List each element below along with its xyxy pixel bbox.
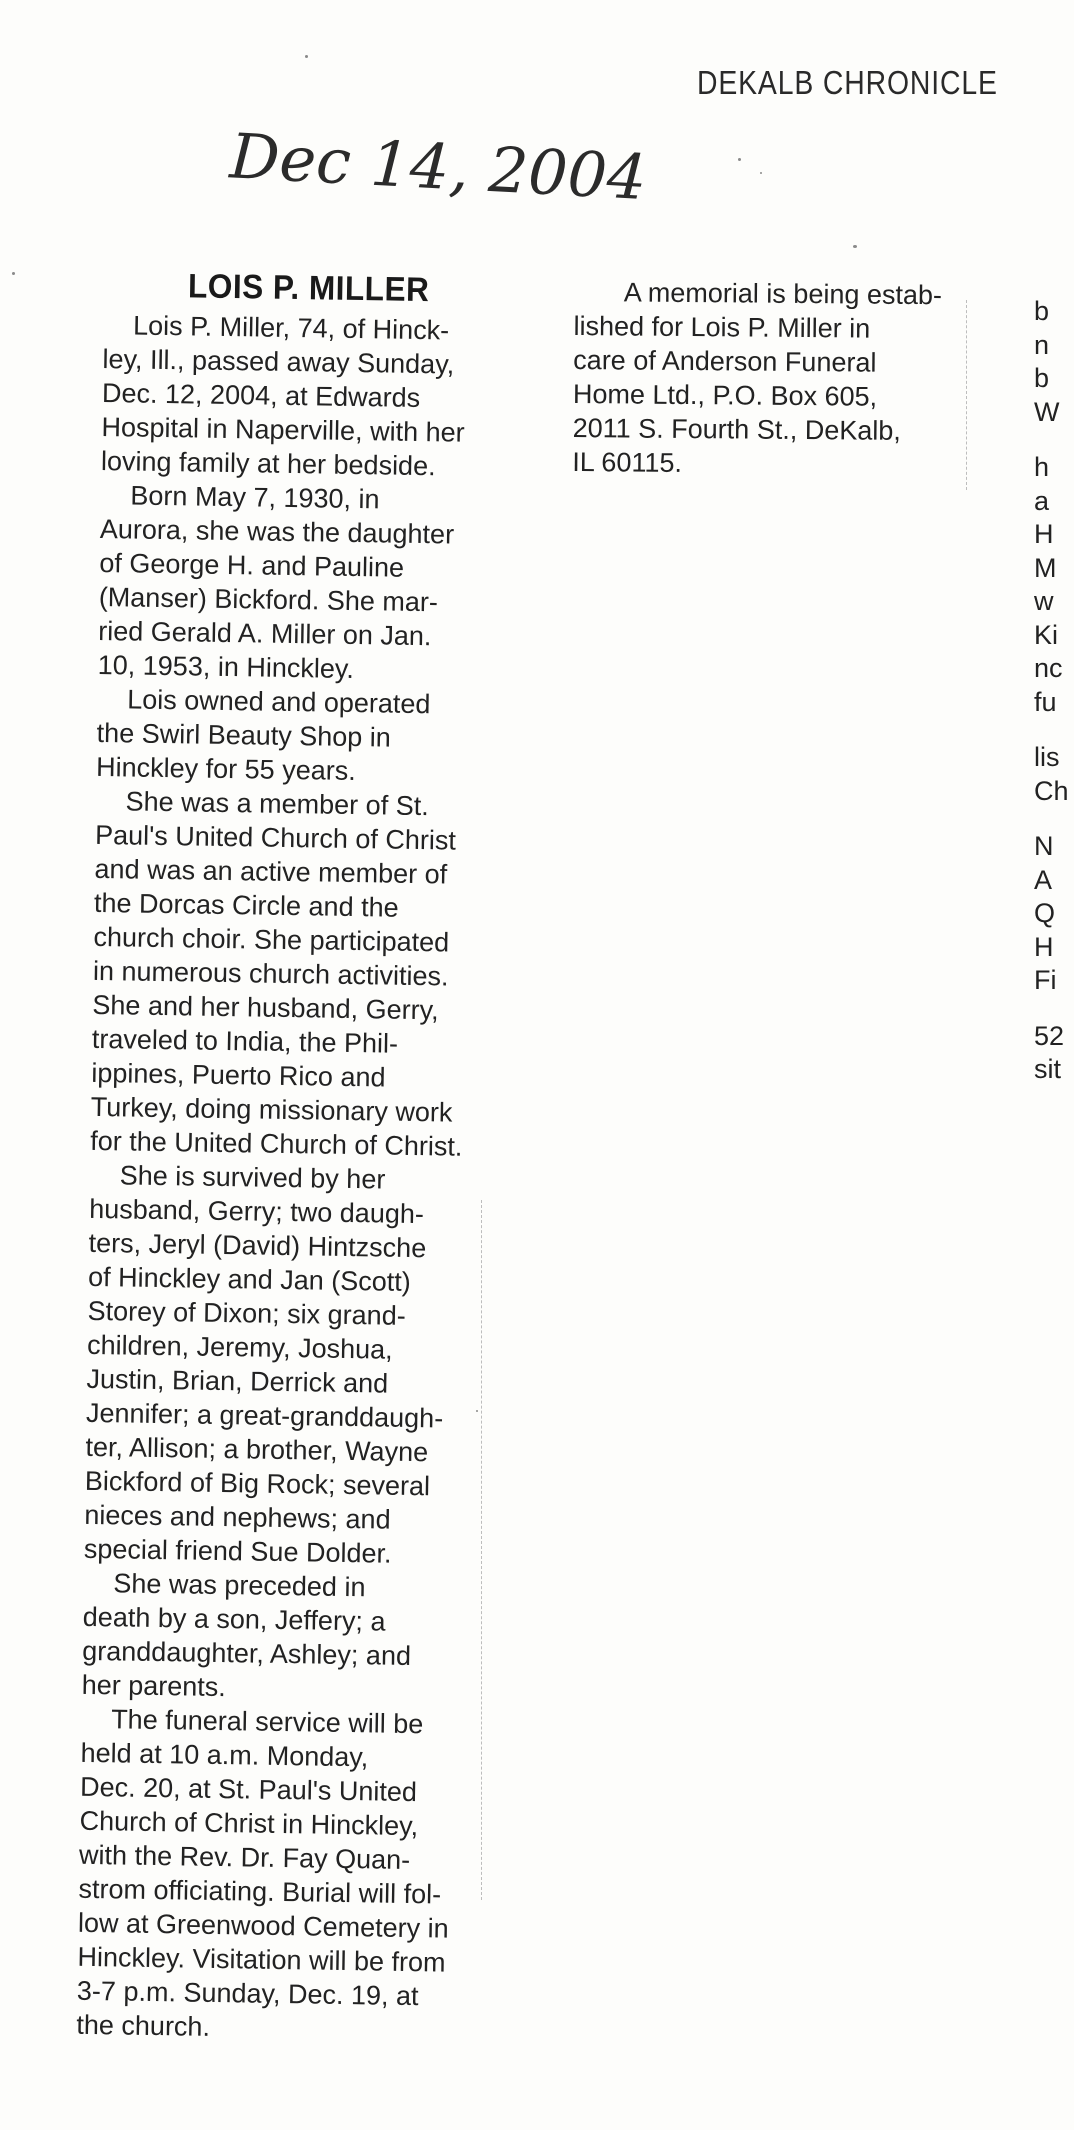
text-line: Storey of Dixon; six grand- <box>87 1295 406 1331</box>
text-line: ley, Ill., passed away Sunday, <box>102 343 455 380</box>
text-line: 2011 S. Fourth St., DeKalb, <box>572 412 901 446</box>
fragment-gap <box>1034 719 1074 741</box>
text-line: Hinckley. Visitation will be from <box>77 1941 446 1978</box>
fragment-line: w <box>1034 586 1054 616</box>
text-line: 10, 1953, in Hinckley. <box>97 649 355 684</box>
obituary-paragraph <box>81 1566 473 1708</box>
text-line: Turkey, doing missionary work <box>90 1091 453 1128</box>
text-line: church choir. She participated <box>93 921 450 958</box>
fragment-gap <box>1034 998 1074 1020</box>
fragment-line: H <box>1034 519 1054 549</box>
handwritten-date-text: Dec 14, 2004 <box>228 119 649 215</box>
text-line: of Hinckley and Jan (Scott) <box>87 1261 412 1297</box>
text-line: the Dorcas Circle and the <box>93 887 399 923</box>
text-line: traveled to India, the Phil- <box>91 1023 399 1059</box>
text-line: nieces and nephews; and <box>84 1499 391 1535</box>
text-line: the church. <box>76 2009 211 2042</box>
obituary-paragraph <box>96 682 488 790</box>
text-line: She was a member of St. <box>125 786 429 822</box>
fragment-line: Ch <box>1034 775 1069 806</box>
fragment-line: A <box>1034 864 1053 895</box>
text-line: Dec. 20, at St. Paul's United <box>79 1771 418 1808</box>
text-line: Born May 7, 1930, in <box>130 480 380 515</box>
text-line: ippines, Puerto Rico and <box>91 1057 386 1093</box>
text-line: She was preceded in <box>113 1568 366 1603</box>
text-line: Home Ltd., P.O. Box 605, <box>572 378 878 412</box>
text-line: She is survived by her <box>119 1160 386 1195</box>
paper-speck <box>760 172 762 174</box>
text-line: Hospital in Naperville, with her <box>101 411 465 448</box>
text-line: The funeral service will be <box>110 1704 424 1740</box>
text-line: her parents. <box>81 1669 227 1703</box>
text-line: husband, Gerry; two daugh- <box>88 1193 425 1230</box>
text-line: Justin, Brian, Derrick and <box>86 1363 389 1399</box>
adjacent-column-fragments <box>1034 295 1074 1087</box>
obituary-body <box>76 308 493 2048</box>
text-line: 3-7 p.m. Sunday, Dec. 19, at <box>76 1975 419 2012</box>
text-line: granddaughter, Ashley; and <box>82 1635 412 1671</box>
text-line: special friend Sue Dolder. <box>83 1533 392 1569</box>
text-line: care of Anderson Funeral <box>573 344 877 378</box>
text-line: Aurora, she was the daughter <box>99 513 455 550</box>
text-line: loving family at her bedside. <box>100 445 436 482</box>
text-line: Dec. 12, 2004, at Edwards <box>101 377 421 413</box>
text-line: for the United Church of Christ. <box>90 1125 463 1162</box>
text-line: Paul's United Church of Christ <box>94 819 457 856</box>
text-line: ter, Allison; a brother, Wayne <box>85 1431 429 1468</box>
fragment-line: Q <box>1034 898 1056 928</box>
fragment-line: sit <box>1034 1054 1061 1084</box>
text-line: low at Greenwood Cemetery in <box>77 1907 449 1944</box>
fragment-line: nc <box>1034 653 1063 683</box>
memorial-paragraph <box>572 275 974 482</box>
obituary-column <box>76 268 494 2048</box>
obituary-paragraph <box>90 784 486 1164</box>
fragment-line: Fi <box>1034 965 1057 995</box>
text-line: of George H. and Pauline <box>99 547 405 583</box>
fragment-line: a <box>1034 485 1050 516</box>
fragment-line: h <box>1034 452 1050 482</box>
text-line: IL 60115. <box>572 446 683 478</box>
obituary-headline: LOIS P. MILLER <box>187 267 430 310</box>
text-line: Lois owned and operated <box>126 684 431 720</box>
fragment-line: H <box>1034 931 1054 962</box>
text-line: ried Gerald A. Miller on Jan. <box>98 615 432 652</box>
fragment-gap <box>1034 808 1074 830</box>
text-line: held at 10 a.m. Monday, <box>80 1737 369 1773</box>
text-line: Hinckley for 55 years. <box>95 751 356 787</box>
fragment-line: N <box>1034 831 1054 861</box>
fragment-line: 52 <box>1034 1020 1065 1051</box>
text-line: ters, Jeryl (David) Hintzsche <box>88 1227 427 1264</box>
handwritten-date <box>225 119 649 235</box>
text-line: lished for Lois P. Miller in <box>573 310 871 344</box>
fragment-gap <box>1034 429 1074 451</box>
obituary-paragraph <box>101 308 494 484</box>
fragment-line: Ki <box>1034 619 1059 650</box>
obituary-paragraph <box>97 478 490 688</box>
fragment-line: b <box>1034 296 1050 326</box>
text-line: strom officiating. Burial will fol- <box>78 1873 442 1910</box>
column-rule <box>481 1200 482 1900</box>
fragment-line: fu <box>1034 686 1057 717</box>
text-line: with the Rev. Dr. Fay Quan- <box>78 1839 411 1876</box>
fragment-line: lis <box>1034 742 1060 772</box>
paper-speck <box>305 55 308 58</box>
text-line: Bickford of Big Rock; several <box>84 1465 431 1502</box>
text-line: She and her husband, Gerry, <box>92 989 439 1026</box>
text-line: the Swirl Beauty Shop in <box>96 717 392 753</box>
paper-speck <box>476 1410 478 1412</box>
fragment-line: M <box>1034 552 1057 583</box>
fragment-line: n <box>1034 329 1050 360</box>
paper-speck <box>853 245 857 248</box>
text-line: Lois P. Miller, 74, of Hinck- <box>132 310 450 346</box>
fragment-line: b <box>1034 363 1050 393</box>
obituary-paragraph <box>84 1158 480 1572</box>
text-line: Church of Christ in Hinckley, <box>79 1805 419 1842</box>
text-line: (Manser) Bickford. She mar- <box>98 581 439 618</box>
text-line: Jennifer; a great-granddaugh- <box>85 1397 444 1434</box>
column-rule <box>966 300 967 490</box>
newspaper-masthead: DEKALB CHRONICLE <box>697 64 998 101</box>
text-line: death by a son, Jeffery; a <box>82 1601 386 1637</box>
paper-speck <box>738 158 741 161</box>
text-line: in numerous church activities. <box>92 955 449 992</box>
obituary-paragraph <box>76 1702 471 2048</box>
text-line: A memorial is being estab- <box>623 277 943 311</box>
fragment-line: W <box>1034 396 1060 427</box>
text-line: and was an active member of <box>94 853 448 890</box>
paper-speck <box>12 272 15 275</box>
text-line: children, Jeremy, Joshua, <box>86 1329 393 1365</box>
memorial-column <box>572 275 974 482</box>
